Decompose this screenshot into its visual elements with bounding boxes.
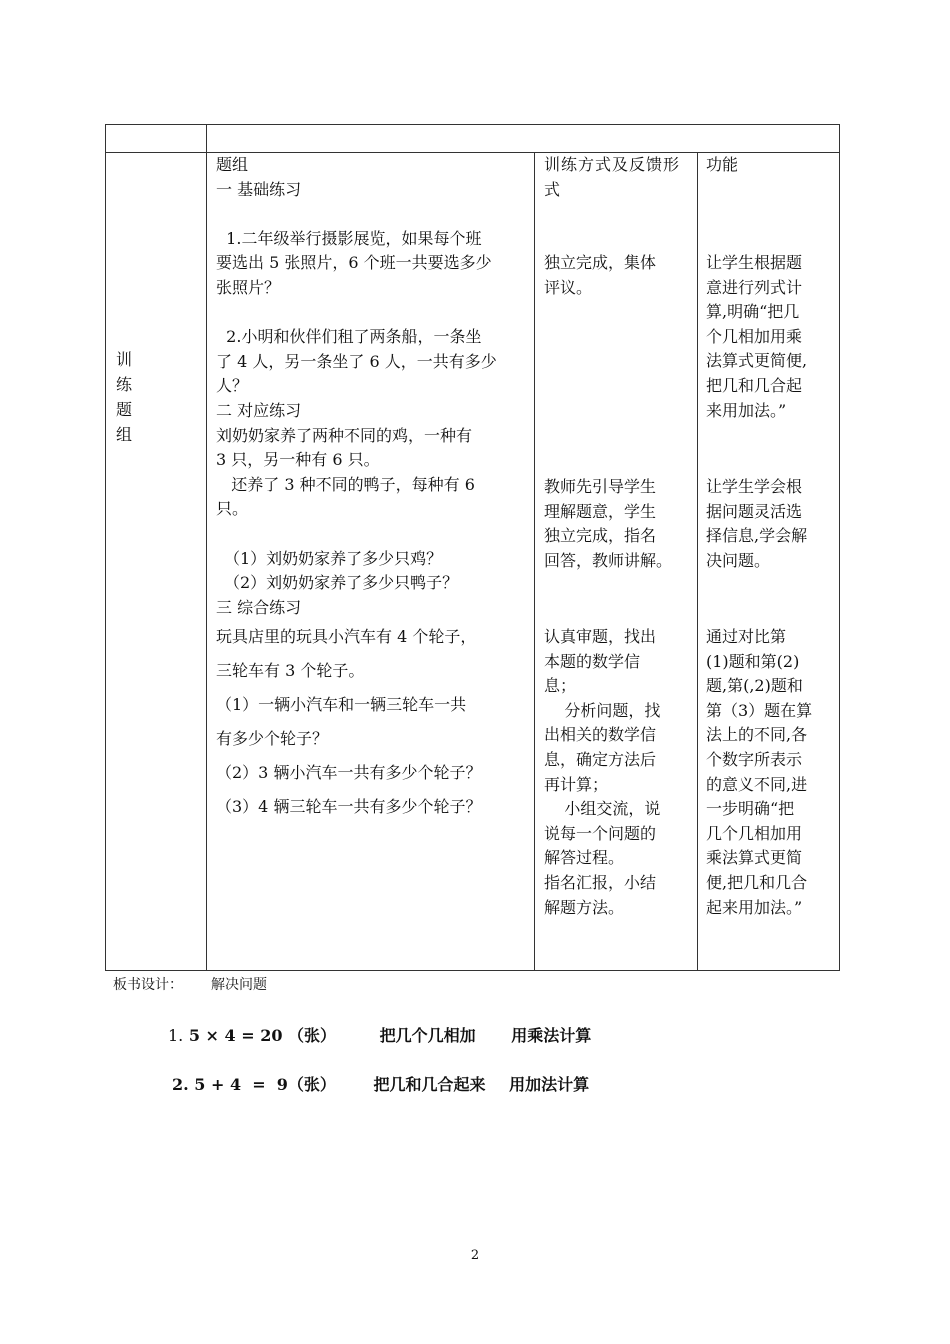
s3-line: （2）3 辆小汽车一共有多少个轮子？ — [216, 763, 482, 783]
col-divider-1 — [206, 125, 207, 970]
s3-line: （3）4 辆三轮车一共有多少个轮子？ — [216, 797, 482, 817]
method-3: 认真审题，找出 本题的数学信 息； 分析问题，找 出相关的数学信 息，确定方法后 再计算； 小组交流，说 说每一个问题的 解答过程。 指名汇报，小结 解题方法。 — [544, 627, 661, 917]
page-number: 2 — [470, 1248, 480, 1263]
col-divider-3 — [697, 152, 698, 970]
q1-line: 张照片？ — [216, 277, 281, 297]
section2-title: 二 对应练习 — [216, 400, 302, 420]
q2-line: 人？ — [216, 376, 249, 396]
s3-line: 有多少个轮子？ — [216, 729, 329, 749]
s2-line: 刘奶奶家养了两种不同的鸡，一种有 — [216, 425, 473, 445]
s2-line: 只。 — [216, 499, 249, 519]
board-title: 解决问题 — [211, 977, 267, 993]
row-label-vertical: 训 练 题 组 — [116, 350, 133, 444]
q1-line: 1.二年级举行摄影展览，如果每个班 — [216, 228, 482, 248]
function-3: 通过对比第 (1)题和第(2) 题,第(,2)题和 第（3）题在算 法上的不同,各 个数字所表示 的意义不同,进 一步明确“把 几个几相加用 乘法算式更简 便,把几和几合 起来用加法。” — [706, 627, 813, 917]
function-2: 让学生学会根 据问题灵活选 择信息,学会解 决问题。 — [706, 477, 808, 570]
section1-title: 一 基础练习 — [216, 179, 302, 199]
s3-line: （1）一辆小汽车和一辆三轮车一共 — [216, 695, 467, 715]
q2-line: 了 4 人，另一条坐了 6 人，一共有多少 — [216, 351, 497, 371]
s2-sub: （2）刘奶奶家养了多少只鸭子？ — [224, 573, 459, 593]
s2-line: 3 只，另一种有 6 只。 — [216, 450, 380, 470]
col-divider-2 — [534, 152, 535, 970]
questions-column — [216, 153, 531, 824]
q1-line: 要选出 5 张照片，6 个班一共要选多少 — [216, 253, 492, 273]
s2-line: 还养了 3 种不同的鸭子，每种有 6 — [216, 474, 475, 494]
function-1: 让学生根据题 意进行列式计 算,明确“把几 个几相加用乘 法算式更简便, 把几和几合起 来用加法。” — [706, 253, 808, 420]
function-header: 功能 — [706, 155, 739, 174]
q2-line: 2.小明和伙伴们租了两条船，一条坐 — [216, 327, 482, 347]
lesson-table — [105, 124, 840, 971]
method-2: 教师先引导学生 理解题意，学生 独立完成，指名 回答，教师讲解。 — [544, 477, 673, 570]
s3-line: 三轮车有 3 个轮子。 — [216, 661, 365, 681]
board-formula-1: 1. 5 × 4 = 20 （张） 把几个几相加 用乘法计算 — [168, 1026, 592, 1045]
questions-header: 题组 — [216, 155, 249, 174]
s3-line: 玩具店里的玩具小汽车有 4 个轮子， — [216, 627, 477, 647]
board-design-label: 板书设计： 解决问题 — [113, 977, 267, 993]
board-formula-2: 2. 5 + 4 = 9（张） 把几和几合起来 用加法计算 — [172, 1075, 590, 1094]
s2-sub: （1）刘奶奶家养了多少只鸡？ — [224, 548, 443, 568]
section3-title: 三 综合练习 — [216, 597, 302, 617]
method-header: 训练方式及反馈形式 — [544, 155, 681, 199]
method-1: 独立完成，集体 评议。 — [544, 253, 657, 297]
